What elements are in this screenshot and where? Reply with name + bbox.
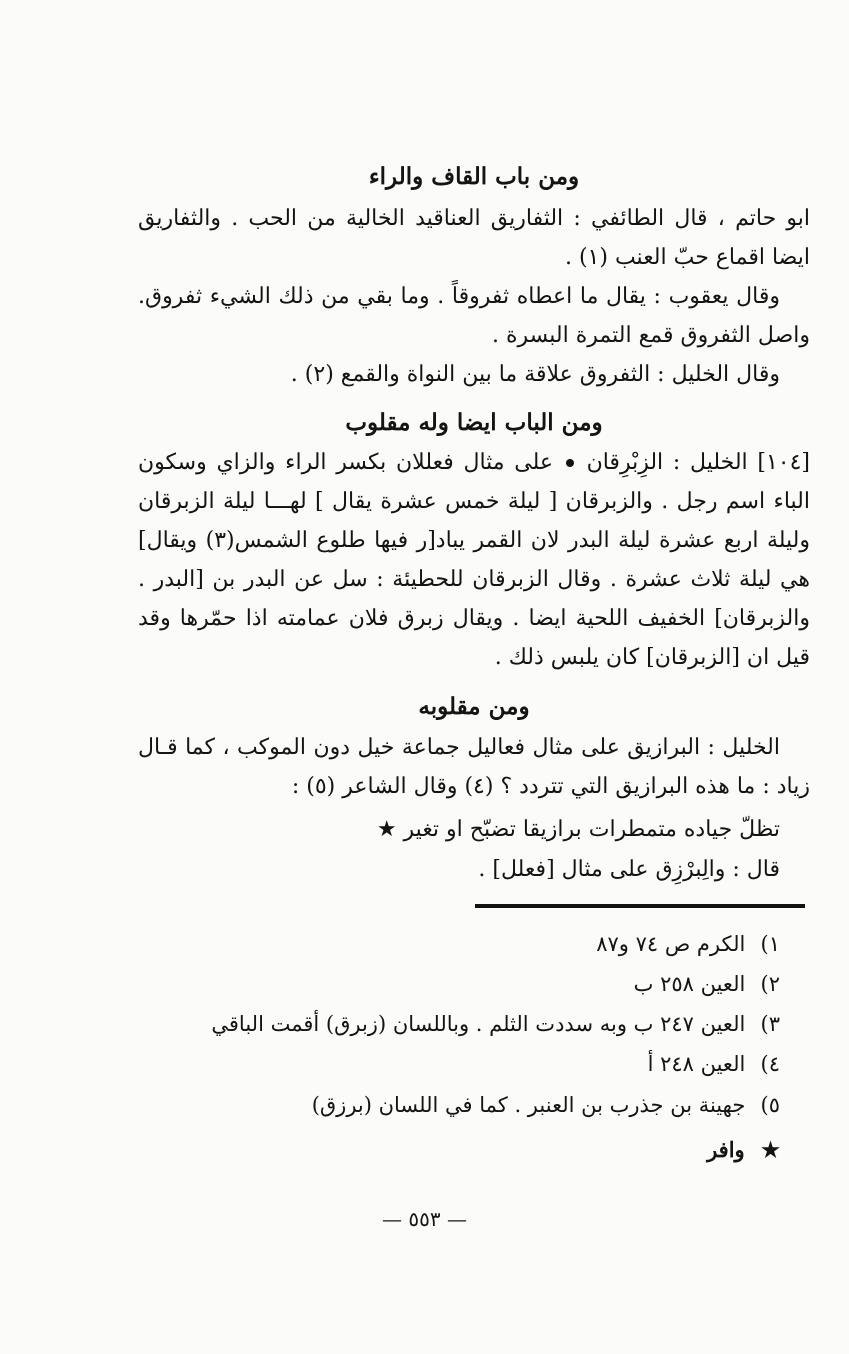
section1-body [138, 199, 810, 394]
section3-body [138, 728, 810, 806]
footnote-4: ٤) العين ٢٤٨ أ [647, 1052, 780, 1076]
section-heading-min-maqlubih: ومن مقلوبه [418, 693, 530, 720]
entry-number-104: [١٠٤] الخليل : الزِبْرِقان [586, 450, 811, 475]
paragraph-khalil-1: وقال الخليل : الثفروق علاقة ما بين النواة والقمع (٢) . [290, 362, 780, 387]
paragraph-zibriqan-text: على مثال فعللان بكسر الراء والزاي وسكون الباء اسم رجل . والزبرقان [ ليلة خمس عشرة يقال ] لهـــا ليلة الزبرقان وليلة اربع عشرة ليلة البدر لان القمر يباد[ر فيها طلوع الشمس(٣) ويقال] هي ليلة ثلاث عشرة . وقال الزبرقان للحطيئة : سل عن البدر بن [البدر . والزبرقان] الخفيف اللحية ايضا . ويقال زبرق فلان عمامته اذا حمّرها وقد قيل ان [الزبرقان] كان يلبس ذلك . [138, 450, 810, 670]
star-icon: ★ [761, 1137, 780, 1162]
footnote-meter: ★ وافر [150, 1135, 780, 1165]
paragraph-barazeeq: الخليل : البرازيق على مثال فعاليل جماعة خيل دون الموكب ، كما قـال زياد : ما هذه البرازيق التي تتردد ؟ (٤) وقال الشاعر (٥) : [138, 735, 810, 799]
section-heading-qaf-ra: ومن باب القاف والراء [368, 163, 580, 190]
paragraph-yaqub: وقال يعقوب : يقال ما اعطاه ثفروقاً . وما بقي من ذلك الشيء ثفروق. واصل الثفروق قمع التمرة البسرة . [138, 284, 810, 348]
poem-verse: تظلّ جياده متمطرات برازيقا تضبّح او تغير ★ [376, 817, 780, 842]
footnote-divider [475, 904, 805, 908]
section-heading-maqlub: ومن الباب ايضا وله مقلوب [345, 409, 603, 436]
paragraph-abu-hatim: ابو حاتم ، قال الطائفي : الثفاريق العناقيد الخالية من الحب . والثفاريق ايضا اقماع حبّ العنب (١) . [138, 206, 810, 270]
paragraph-birziq: قال : والِبرْزِق على مثال [فعلل] . [478, 857, 780, 882]
page-number: — ٥٥٣ — [382, 1207, 467, 1231]
footnote-5: ٥) جهينة بن جذرب بن العنبر . كما في اللسان (برزق) [311, 1093, 780, 1117]
paragraph-zibriqan [138, 443, 810, 677]
footnote-3: ٣) العين ٢٤٧ ب وبه سددت الثلم . وباللسان (زبرق) أقمت الباقي [211, 1012, 780, 1036]
footnote-2: ٢) العين ٢٥٨ ب [633, 972, 780, 996]
footnote-1: ١) الكرم ص ٧٤ و٨٧ [596, 932, 780, 956]
bullet-dot-icon [566, 459, 574, 467]
section2-body [138, 443, 810, 677]
